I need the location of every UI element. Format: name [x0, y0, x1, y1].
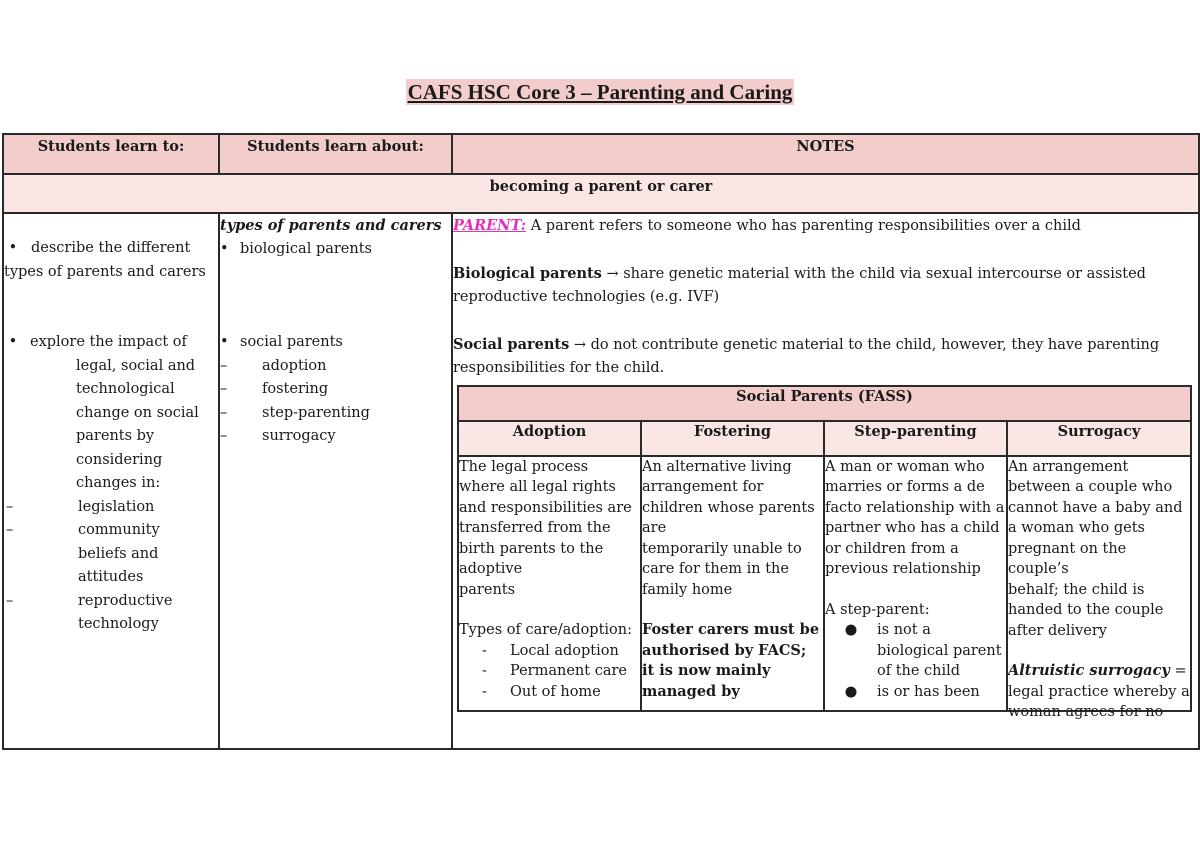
note-biological: Biological parents → share genetic material with the child via sexual intercourse or assisted reproductive technologies (e.g. IVF): [453, 264, 1146, 305]
step-point: ● is not a biological parent of the child: [825, 620, 1006, 682]
adoption-type: - Permanent care: [482, 663, 627, 679]
learn-to-subitem: – reproductive technology: [6, 592, 173, 632]
learn-about-social-type: – surrogacy: [220, 428, 336, 444]
document-title-wrap: [0, 80, 1200, 105]
learn-to-subitem: – community beliefs and attitudes: [6, 522, 160, 585]
bullet-icon: •: [4, 334, 18, 350]
learn-to-subitem: – legislation: [6, 498, 155, 515]
adoption-type: - Out of home: [482, 683, 601, 700]
note-social: Social parents → do not contribute genetic material to the child, however, they have parenting responsibilities for the child.: [453, 335, 1160, 376]
bullet-icon: •: [4, 240, 31, 256]
learn-about-social-type: – step-parenting: [220, 404, 370, 421]
fass-adoption-cell: The legal process where all legal rights and responsibilities are transferred from the birth parents to the adoptive parents Types of care/adoption: - Local adoption - Permanent care - Out of home: [458, 456, 641, 711]
learn-to-item-1: • describe the different types of parents and carers: [4, 240, 206, 280]
bullet-icon: •: [220, 240, 229, 257]
adoption-type: - Local adoption: [482, 642, 619, 659]
fass-col-surrogacy: Surrogacy: [1007, 421, 1191, 456]
learn-about-biological: • biological parents: [220, 238, 451, 262]
section-title: becoming a parent or carer: [3, 174, 1199, 213]
learn-to-item-2: • explore the impact of: [4, 331, 218, 355]
bullet-icon: ●: [844, 683, 858, 700]
fass-fostering-cell: An alternative living arrangement for children whose parents are temporarily unable to care for them in the family home Foster carers must be authorised by FACS; it is now mainly managed by: [641, 456, 824, 711]
fass-table: [457, 385, 1192, 720]
learn-about-social-type: – fostering: [220, 381, 329, 397]
learn-to-item-2-rest: legal, social and technological change on social parents by considering changes in:: [76, 357, 199, 491]
fass-col-step-parenting: Step-parenting: [824, 421, 1007, 456]
note-parent: PARENT: A parent refers to someone who has parenting responsibilities over a child: [453, 217, 1081, 234]
bullet-icon: •: [220, 334, 229, 350]
document-title: CAFS HSC Core 3 – Parenting and Caring: [407, 80, 793, 104]
section-row: [3, 174, 1199, 213]
learn-about-cell: [219, 213, 452, 749]
fass-surrogacy-cell: An arrangement between a couple who cannot have a baby and a woman who gets pregnant on the couple’s behalf; the child is handed to the couple after delivery Altruistic surrogacy = legal practice whereby a woman agrees for no: [1007, 456, 1191, 711]
syllabus-table: [2, 133, 1200, 750]
learn-about-heading: types of parents and carers: [220, 217, 442, 234]
learn-about-social: • social parents: [220, 331, 451, 355]
header-notes: NOTES: [452, 134, 1199, 174]
fass-body-row: [458, 456, 1191, 711]
notes-cell: [452, 213, 1199, 749]
header-students-learn-to: Students learn to:: [3, 134, 219, 174]
fass-title-row: [458, 386, 1191, 421]
fass-col-adoption: Adoption: [458, 421, 641, 456]
header-students-learn-about: Students learn about:: [219, 134, 452, 174]
fass-columns-row: [458, 421, 1191, 456]
bullet-icon: ●: [844, 622, 858, 638]
fass-step-cell: A man or woman who marries or forms a de facto relationship with a partner who has a child or children from a previous relationship A step-parent: ● is not a biological parent of the child ● is or has been: [824, 456, 1007, 711]
fass-col-fostering: Fostering: [641, 421, 824, 456]
learn-about-social-type: – adoption: [220, 357, 327, 374]
fass-title: Social Parents (FASS): [458, 386, 1191, 421]
learn-to-cell: [3, 213, 219, 749]
step-point: ● is or has been: [825, 682, 1006, 703]
content-row: [3, 213, 1199, 749]
table-header-row: [3, 134, 1199, 174]
